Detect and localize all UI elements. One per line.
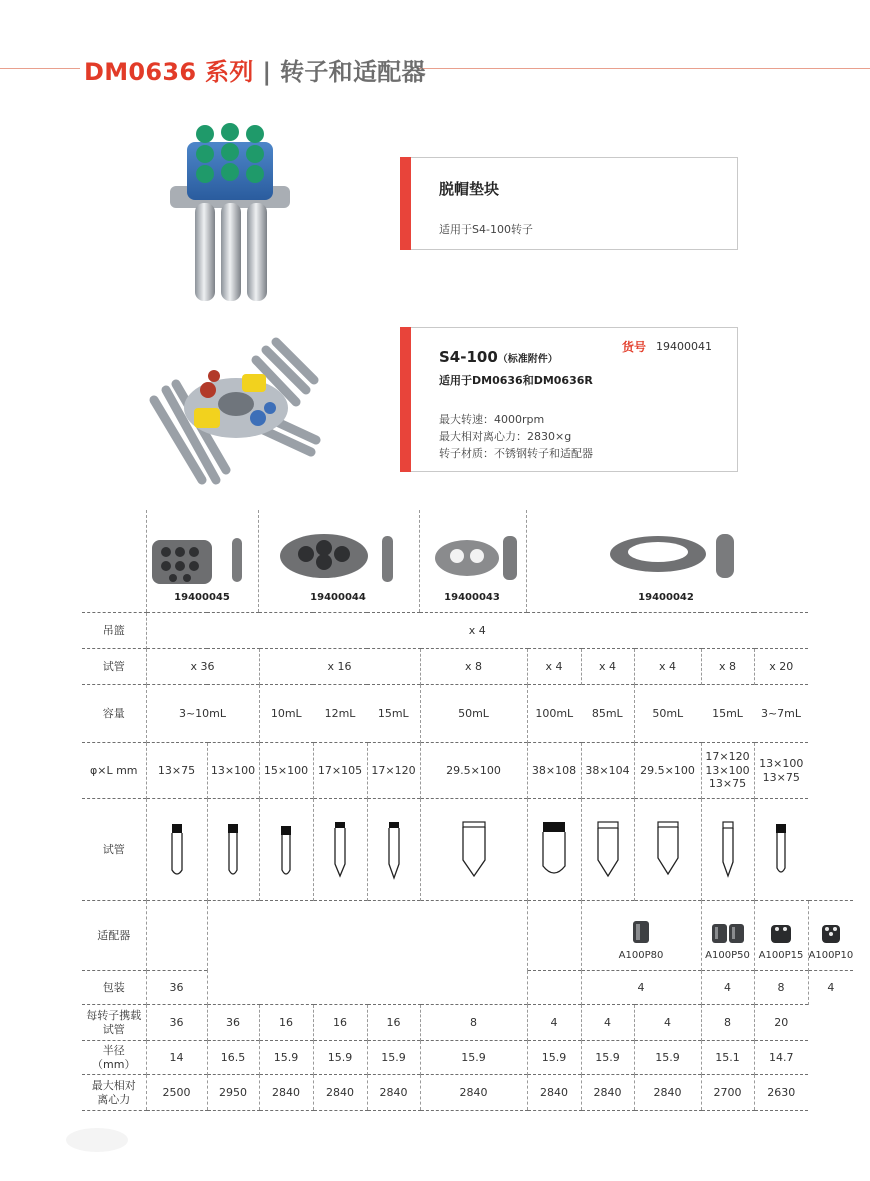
cell: x 16: [259, 649, 420, 685]
header-rule-right: [418, 68, 870, 69]
rotor-note: （标准附件）: [497, 354, 558, 365]
row-label: 包装: [82, 971, 146, 1005]
tube-icon-cell: [207, 799, 259, 901]
cell: 13×75: [146, 743, 207, 799]
cell: 36: [146, 1005, 207, 1041]
row-tube-shape: [82, 799, 853, 901]
cell: x 8: [420, 649, 527, 685]
catalog-code: 19400042: [638, 592, 694, 603]
dim-line: 13×75: [708, 777, 747, 791]
bucket-4-image: [606, 528, 766, 590]
dim-line: 17×120: [705, 749, 750, 763]
row-capacity: [82, 685, 853, 743]
catalog-label: 货号: [622, 340, 647, 354]
card-accent-bar: [400, 157, 411, 250]
cell: x 20: [754, 649, 808, 685]
cell: 14.7: [754, 1041, 808, 1075]
cell: 15.1: [701, 1041, 754, 1075]
cell: 15.9: [313, 1041, 367, 1075]
cell: x 8: [701, 649, 754, 685]
cell: 15.9: [420, 1041, 527, 1075]
row-label-line: 每转子携载: [86, 1008, 142, 1022]
cell: 2840: [581, 1075, 634, 1111]
row-label-line: 半径: [102, 1043, 125, 1057]
cell: 15×100: [259, 743, 313, 799]
cell: 38×104: [581, 743, 634, 799]
row-label: [82, 1041, 146, 1075]
round-tube-icon: [773, 822, 789, 878]
card-accent-bar: [400, 327, 411, 472]
cell: 36: [146, 971, 207, 1005]
cell: 29.5×100: [634, 743, 701, 799]
adapter-label: A100P10: [808, 949, 854, 961]
cell: 15.9: [259, 1041, 313, 1075]
cell: 17×105: [313, 743, 367, 799]
cell: 4: [581, 1005, 634, 1041]
cell: 3~10mL: [146, 685, 259, 743]
row-label: 试管: [82, 649, 146, 685]
cell: 14: [146, 1041, 207, 1075]
cell: 8: [754, 971, 808, 1005]
conical-tube-icon: [460, 820, 488, 880]
conical-tube-icon: [595, 820, 621, 880]
cell: 17×120: [367, 743, 420, 799]
thumb-divider: [526, 510, 527, 612]
cell: 2840: [420, 1075, 527, 1111]
card-title: 脱帽垫块: [439, 180, 500, 198]
thumb-divider: [146, 510, 147, 612]
adapter-label: A100P50: [705, 949, 750, 961]
adapter-a100p80-icon: [631, 920, 651, 944]
cell: x 4: [527, 649, 581, 685]
round-tube-icon: [539, 820, 569, 880]
rotor-model: S4-100: [439, 348, 498, 366]
card-fits: 适用于DM0636和DM0636R: [439, 374, 593, 387]
row-per-rotor: [82, 1005, 853, 1041]
cell: 15.9: [367, 1041, 420, 1075]
cell: 29.5×100: [420, 743, 527, 799]
dim-line: 13×100: [759, 756, 804, 770]
adapter-cell: [754, 901, 808, 971]
cell: 38×108: [527, 743, 581, 799]
cell: x 4: [634, 649, 701, 685]
catalog-number: 19400041: [656, 340, 712, 353]
cell: 16: [367, 1005, 420, 1041]
tube-icon-cell: [367, 799, 420, 901]
cell: 2840: [634, 1075, 701, 1111]
cell: 2840: [527, 1075, 581, 1111]
conical-tube-icon: [720, 820, 736, 880]
cell-empty: [207, 901, 527, 1005]
row-label-line: 最大相对: [91, 1078, 136, 1092]
cell: 15.9: [581, 1041, 634, 1075]
thumb-divider: [419, 510, 420, 612]
row-label: 适配器: [82, 901, 146, 971]
dim-line: 13×100: [705, 763, 750, 777]
tube-icon-cell: [313, 799, 367, 901]
adapter-a100p50-icon: [711, 922, 745, 944]
spec-speed: 最大转速：4000rpm: [439, 413, 545, 426]
dim-line: 13×75: [762, 770, 800, 784]
decap-pad-image: [165, 118, 295, 308]
adapter-cell: [701, 901, 754, 971]
spec-table: [82, 612, 853, 1111]
tube-icon-cell: [754, 799, 808, 901]
adapter-cell: [581, 901, 701, 971]
cell-empty: [527, 971, 581, 1005]
tube-icon-cell: [259, 799, 313, 901]
row-tube-count: [82, 649, 853, 685]
cell: 2840: [313, 1075, 367, 1111]
cell: 4: [634, 1005, 701, 1041]
cell: 4: [581, 971, 701, 1005]
cell: 2700: [701, 1075, 754, 1111]
cell: [754, 743, 808, 799]
cell: 2630: [754, 1075, 808, 1111]
row-basket: [82, 613, 853, 649]
cell: 4: [527, 1005, 581, 1041]
conical-tube-icon: [386, 820, 402, 880]
cell: 15.9: [527, 1041, 581, 1075]
cell: 13×100: [207, 743, 259, 799]
cell: 16: [313, 1005, 367, 1041]
adapter-label: A100P80: [618, 949, 664, 961]
title-text: 转子和适配器: [280, 58, 426, 86]
tube-icon-cell: [420, 799, 527, 901]
round-tube-icon: [169, 822, 185, 878]
row-label-line: （mm）: [92, 1057, 136, 1071]
tube-icon-cell: [581, 799, 634, 901]
catalog-code: 19400045: [174, 592, 230, 603]
cell: 20: [754, 1005, 808, 1041]
cell: 36: [207, 1005, 259, 1041]
cell: 3~7mL: [754, 685, 808, 743]
card-applicability: 适用于S4-100转子: [439, 223, 533, 236]
row-label: φ×L mm: [82, 743, 146, 799]
cell: 8: [420, 1005, 527, 1041]
rotor-card: [400, 327, 738, 472]
title-separator: |: [262, 58, 272, 86]
cell: x 36: [146, 649, 259, 685]
cell: 8: [701, 1005, 754, 1041]
row-radius: [82, 1041, 853, 1075]
cell: 15.9: [634, 1041, 701, 1075]
cell: 10mL: [259, 685, 313, 743]
decorative-blob: [66, 1128, 128, 1152]
cell: 12mL: [313, 685, 367, 743]
cell: 16: [259, 1005, 313, 1041]
cell: 15mL: [701, 685, 754, 743]
bucket-36-image: [148, 530, 252, 590]
row-adapter: [82, 901, 853, 971]
cell: 2500: [146, 1075, 207, 1111]
catalog-code: 19400043: [444, 592, 500, 603]
round-tube-icon: [225, 822, 241, 878]
tube-icon-cell: [527, 799, 581, 901]
spec-rcf: 最大相对离心力：2830×g: [439, 430, 572, 443]
row-label: 试管: [82, 799, 146, 901]
rotor-image: [146, 330, 326, 490]
row-label: 容量: [82, 685, 146, 743]
cell: 4: [701, 971, 754, 1005]
row-label: [82, 1075, 146, 1111]
row-label: [82, 1005, 146, 1041]
cell-empty: [527, 901, 581, 971]
cell: x 4: [581, 649, 634, 685]
cell: [146, 901, 207, 971]
adapter-a100p10-icon: [820, 922, 842, 944]
header-rule-left: [0, 68, 80, 69]
cell: 15mL: [367, 685, 420, 743]
adapter-label: A100P15: [758, 949, 804, 961]
bucket-16-image: [276, 530, 406, 590]
row-dimensions: [82, 743, 853, 799]
row-label: 吊篮: [82, 613, 146, 649]
card-title: [439, 348, 558, 366]
adapter-a100p15-icon: [769, 922, 793, 944]
thumb-divider: [258, 510, 259, 612]
page-title: [84, 52, 426, 87]
cell: 2950: [207, 1075, 259, 1111]
cell: 16.5: [207, 1041, 259, 1075]
conical-tube-icon: [332, 820, 348, 880]
round-tube-icon: [278, 822, 294, 878]
decap-pad-card: [400, 157, 738, 250]
row-max-rcf: [82, 1075, 853, 1111]
adapter-cell: [808, 901, 853, 971]
cell: 85mL: [581, 685, 634, 743]
cell: 4: [808, 971, 853, 1005]
cell: 2840: [367, 1075, 420, 1111]
row-label-line: 离心力: [97, 1092, 131, 1106]
spec-material: 转子材质：不锈钢转子和适配器: [439, 447, 593, 460]
row-label-line: 试管: [102, 1022, 125, 1036]
tube-icon-cell: [701, 799, 754, 901]
series-name: DM0636 系列: [84, 58, 254, 86]
tube-icon-cell: [634, 799, 701, 901]
conical-tube-icon: [655, 820, 681, 880]
basket-count: x 4: [146, 613, 808, 649]
cell: 100mL: [527, 685, 581, 743]
tube-icon-cell: [146, 799, 207, 901]
cell: 2840: [259, 1075, 313, 1111]
cell: 50mL: [420, 685, 527, 743]
catalog-code: 19400044: [310, 592, 366, 603]
cell: 50mL: [634, 685, 701, 743]
bucket-thumbnails: [146, 510, 808, 612]
bucket-8-image: [431, 530, 526, 590]
cell: [701, 743, 754, 799]
